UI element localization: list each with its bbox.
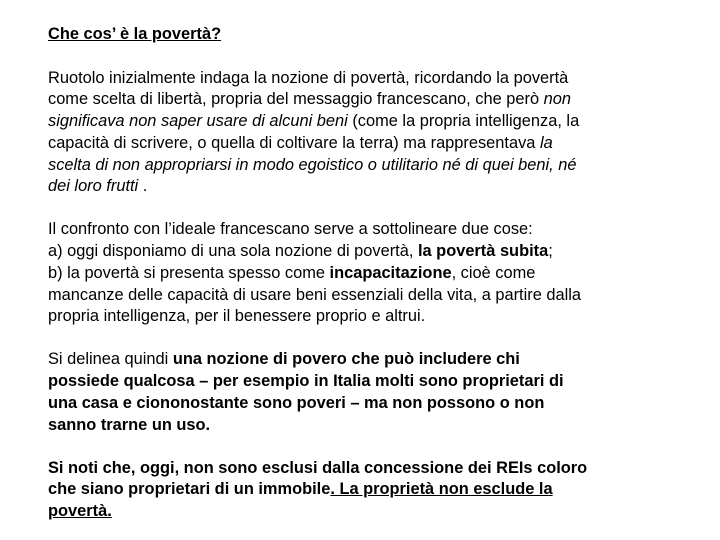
- bold-text: possiede qualcosa – per esempio in Italia molti sono proprietari di: [48, 372, 564, 391]
- text-line: [48, 501, 678, 523]
- text-line: [48, 68, 678, 90]
- text-line: [48, 306, 678, 328]
- text-run: ;: [548, 242, 553, 261]
- italic-text: non: [543, 90, 571, 109]
- bold-text: la povertà subita: [417, 242, 549, 261]
- italic-text: la: [539, 133, 553, 152]
- paragraph-nozione-povero: [48, 349, 678, 436]
- bold-text: incapacitazione: [329, 263, 452, 282]
- bold-text: Si noti che, oggi, non sono esclusi dalla concessione dei REIs coloro: [48, 458, 588, 477]
- paragraph-confronto: [48, 219, 678, 328]
- paragraph-reis: [48, 458, 678, 523]
- text-line: [48, 371, 678, 393]
- text-line: [48, 458, 678, 480]
- italic-text: scelta di non appropriarsi in modo egoistico o utilitario né di quei beni, né: [48, 155, 577, 174]
- text-line: [48, 133, 678, 155]
- text-line: [48, 285, 678, 307]
- text-line: [48, 393, 678, 415]
- text-run: a) oggi disponiamo di una sola nozione di povertà,: [48, 242, 418, 261]
- text-run: Il confronto con l’ideale francescano serve a sottolineare due cose:: [48, 220, 533, 239]
- text-line: [48, 111, 678, 133]
- text-line: [48, 263, 678, 285]
- italic-text: significava non saper usare di alcuni beni: [48, 112, 348, 131]
- bold-text: sanno trarne un uso.: [48, 415, 211, 434]
- text-line: [48, 155, 678, 177]
- text-run: .: [138, 177, 148, 196]
- slide-title: Che cos’ è la povertà?: [48, 25, 222, 43]
- paragraph-ruotolo: [48, 68, 678, 198]
- text-run: b) la povertà si presenta spesso come: [48, 263, 330, 282]
- text-run: come scelta di libertà, propria del messaggio francescano, che però: [48, 90, 544, 109]
- bold-text: una casa e ciononostante sono poveri – ma non possono o non: [48, 393, 545, 412]
- italic-text: dei loro frutti: [48, 177, 139, 196]
- text-run: mancanze delle capacità di usare beni essenziali della vita, a partire dalla: [48, 285, 582, 304]
- text-line: [48, 241, 678, 263]
- text-line: [48, 176, 678, 198]
- bold-text: una nozione di povero che può includere chi: [172, 350, 520, 369]
- text-line: [48, 415, 678, 437]
- text-line: [48, 479, 678, 501]
- text-run: propria intelligenza, per il benessere proprio e altrui.: [48, 307, 426, 326]
- text-run: capacità di scrivere, o quella di coltivare la terra) ma rappresentava: [48, 133, 540, 152]
- text-line: [48, 89, 678, 111]
- text-run: Si delinea quindi: [48, 350, 173, 369]
- bold-text: che siano proprietari di un immobile: [48, 480, 331, 499]
- text-line: [48, 349, 678, 371]
- underlined-text: . La proprietà non esclude la: [330, 480, 553, 499]
- text-line: [48, 219, 678, 241]
- slide-content: [48, 24, 678, 523]
- text-run: , cioè come: [451, 263, 536, 282]
- underlined-text: povertà.: [48, 502, 112, 521]
- text-run: Ruotolo inizialmente indaga la nozione di povertà, ricordando la povertà: [48, 68, 569, 87]
- text-run: (come la propria intelligenza, la: [347, 112, 580, 131]
